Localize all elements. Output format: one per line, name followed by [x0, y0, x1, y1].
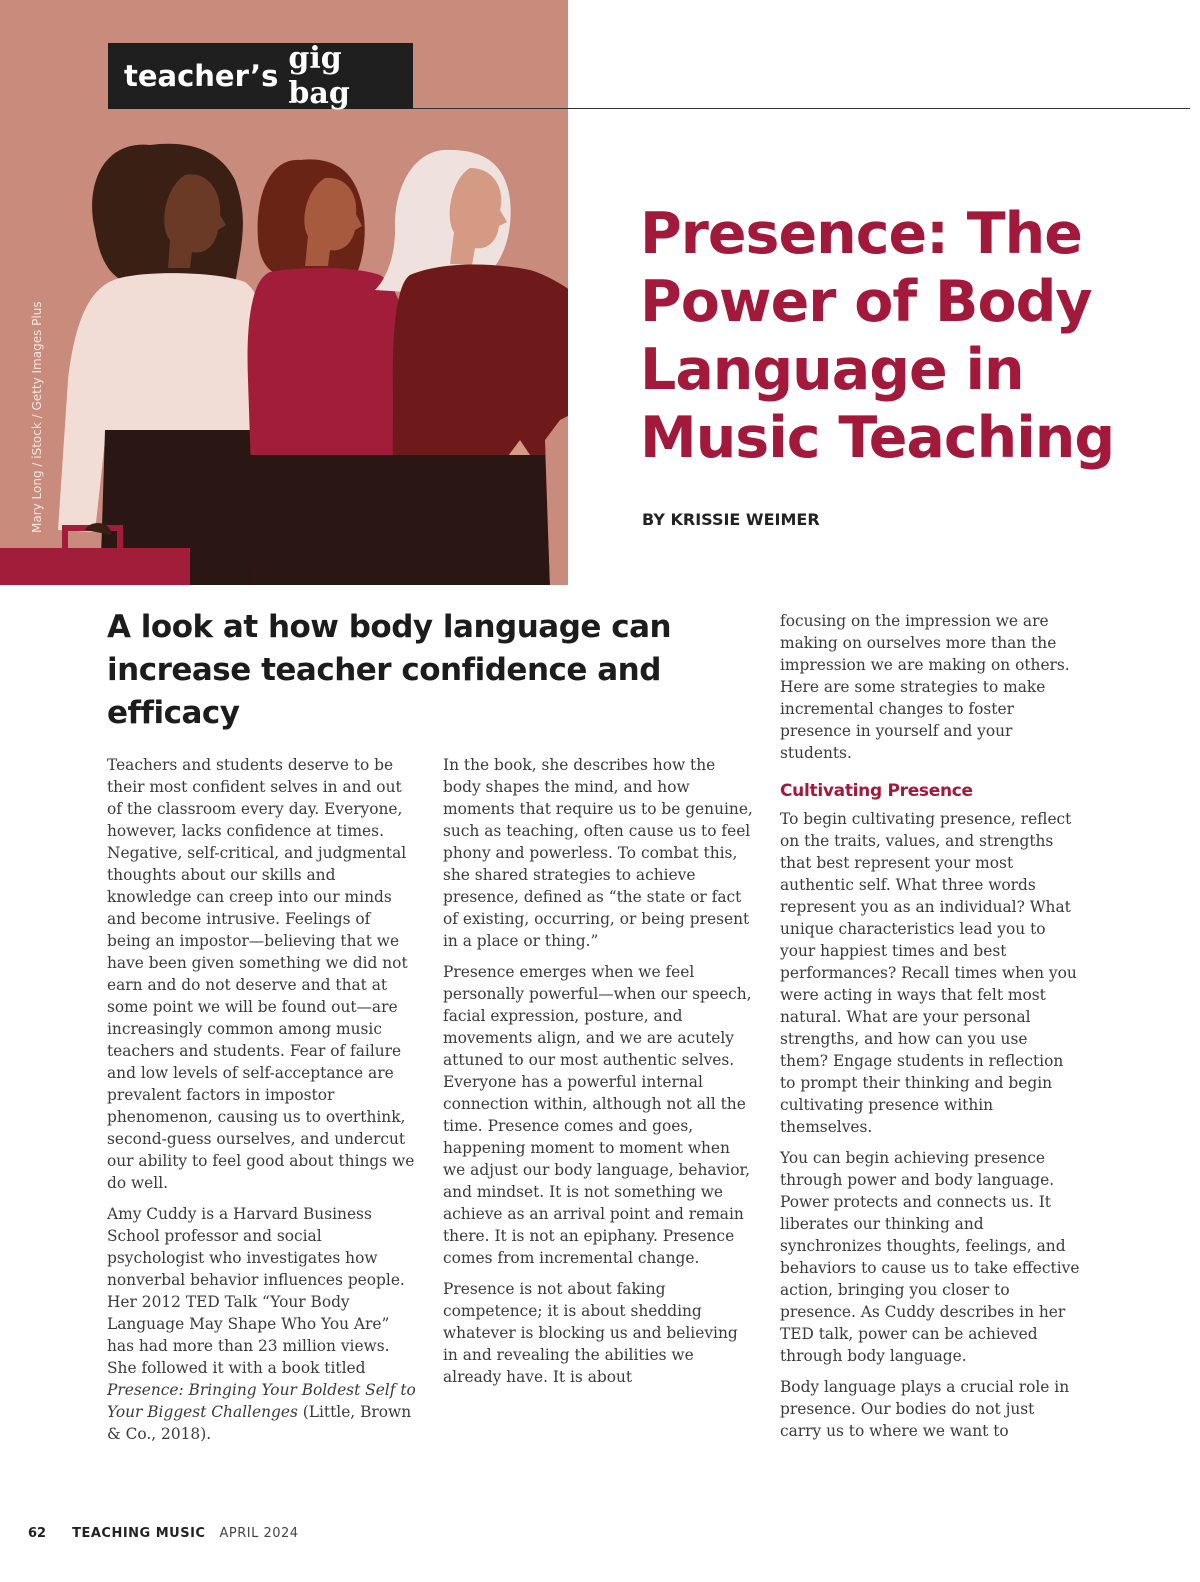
section-label-accent: gig bag — [288, 41, 350, 111]
article-title: Presence: The Power of Body Language in Music Teaching — [640, 201, 1115, 471]
paragraph: Body language plays a crucial role in presence. Our bodies do not just carry us to where we want to — [780, 1378, 1070, 1440]
subheading: Cultivating Presence — [780, 781, 973, 801]
byline: BY KRISSIE WEIMER — [642, 510, 820, 529]
paragraph: Presence is not about faking competence; it is about shedding whatever is blocking us and believing in and revealing the abilities we already have. It is about — [443, 1280, 738, 1386]
paragraph: To begin cultivating presence, reflect on the traits, values, and strengths that best represent your most authentic self. What three words represent you as an individual? What unique characteristics lead you to your happiest times and best performances? Recall times when you were acting in ways that felt most natural. What are your personal strengths, and how can you use them? Engage students in reflection to prompt their thinking and begin cultivating presence within themselves. — [780, 810, 1077, 1136]
paragraph — [107, 1203, 417, 1445]
paragraph: focusing on the impression we are making on ourselves more than the impression we are making on others. Here are some strategies to make incremental changes to foster presence in yourself and your students. — [780, 612, 1070, 762]
publication-name: TEACHING MUSIC — [72, 1526, 206, 1541]
section-tag — [108, 43, 413, 109]
paragraph: In the book, she describes how the body shapes the mind, and how moments that require us to be genuine, such as teaching, often cause us to feel phony and powerless. To combat this, she shared strategies to achieve presence, defined as “the state or fact of existing, occurring, or being present in a place or thing.” — [443, 756, 753, 950]
paragraph-text: Amy Cuddy is a Harvard Business School professor and social psychologist who investigates how nonverbal behavior influences people. Her 2012 TED Talk “Your Body Language May Shape Who You Are” has had more than 23 million views. She followed it with a book titled — [107, 1205, 405, 1377]
page-footer — [28, 1526, 299, 1541]
book-title: Presence: Bringing Your Boldest Self to Your Biggest Challenges — [107, 1381, 416, 1421]
body-column-1 — [107, 754, 417, 1454]
paragraph: Teachers and students deserve to be their most confident selves in and out of the classroom every day. Everyone, however, lacks confidence at times. Negative, self-critical, and judgmental thoughts about our skills and knowledge can creep into our minds and become intrusive. Feelings of being an impostor—believing that we have been given something we did not earn and do not deserve and that at some point we will be found out—are increasingly common among music teachers and students. Fear of failure and low levels of self-acceptance are prevalent factors in impostor phenomenon, causing us to overthink, second-guess ourselves, and undercut our ability to feel good about things we do well. — [107, 756, 415, 1192]
paragraph: Presence emerges when we feel personally powerful—when our speech, facial expression, posture, and movements align, and we are acutely attuned to our most authentic selves. Everyone has a powerful internal connection within, although not all the time. Presence comes and goes, happening moment to moment when we adjust our body language, behavior, and mindset. It is not something we achieve as an arrival point and remain there. It is not an epiphany. Presence comes from incremental change. — [443, 963, 752, 1267]
page-number: 62 — [28, 1526, 47, 1541]
article-deck: A look at how body language can increase teacher confidence and efficacy — [107, 609, 672, 731]
header-rule — [413, 108, 1190, 109]
section-label: teacher’s — [124, 59, 279, 93]
paragraph: You can begin achieving presence through power and body language. Power protects and connects us. It liberates our thinking and synchronizes thoughts, feelings, and behaviors to cause us to take effective action, bringing you closer to presence. As Cuddy describes in her TED talk, power can be achieved through body language. — [780, 1149, 1080, 1365]
body-column-3 — [780, 610, 1080, 1451]
body-column-2 — [443, 754, 753, 1397]
issue-date: APRIL 2024 — [219, 1526, 299, 1541]
photo-credit: Mary Long / iStock / Getty Images Plus — [30, 301, 44, 533]
paragraph-text: (Little, Brown & Co., 2018). — [107, 1403, 412, 1443]
